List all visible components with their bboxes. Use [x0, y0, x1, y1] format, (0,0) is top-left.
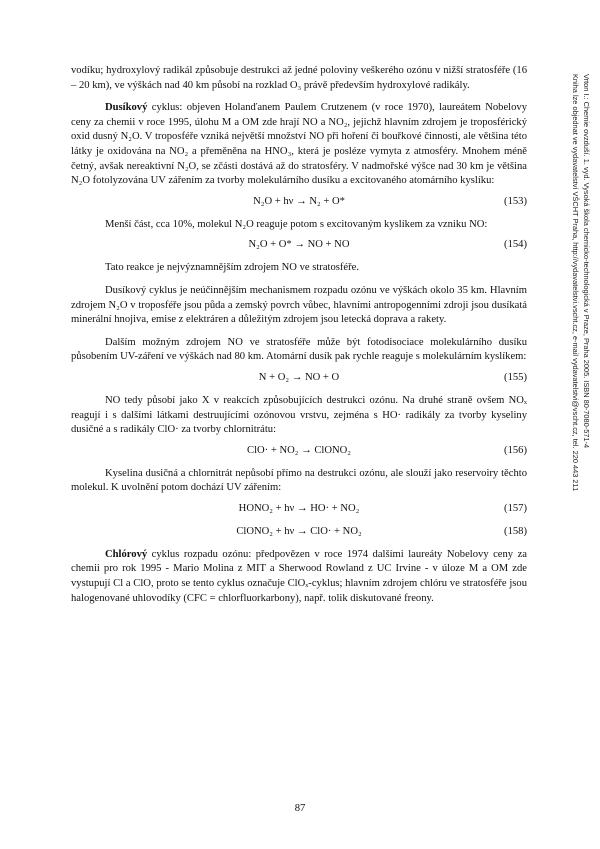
paragraph-hydroxyl-end: vodíku; hydroxylový radikál způsobuje destrukci až jedné poloviny veškerého ozónu v nižší stratosféře (16 – 20 km), ve výškách nad 40 km působí na rozklad O₃ právě především hydroxylové radikály.: [71, 65, 527, 91]
paragraph-main-source: Tato reakce je nejvýznamnějším zdrojem NO ve stratosféře.: [105, 262, 359, 274]
equation-formula: N₂O + O* → NO + NO: [248, 239, 350, 251]
equation-formula: N + O₂ → NO + O: [258, 371, 340, 383]
equation-157: [71, 502, 527, 517]
paragraph-n2o-reaction: Menší část, cca 10%, molekul N₂O reaguje potom s excitovaným kyslíkem za vzniku NO:: [105, 218, 488, 230]
nitrogen-cycle-heading: Dusíkový: [105, 102, 148, 114]
paragraph-mechanism: Dusíkový cyklus je neúčinnějším mechanismem rozpadu ozónu ve výškách okolo 35 km. Hlavním zdrojem N₂O v troposféře jsou půda a zemský povrch vůbec, hlavními antropogenními zdroji jsou dusíkatá minerální hnojiva, emise z elektráren a důležitým zdrojem jsou letecká doprava a rakety.: [71, 284, 527, 326]
equation-158: [71, 525, 527, 540]
equation-number: (157): [504, 502, 527, 514]
equation-formula: ClONO₂ + hν → ClO· + NO₂: [236, 525, 362, 537]
citation-line-1: Vrton I.: Chemie ovzduší. 1. vyd. Vysoká škola chemicko-technologická v Praze, Praha 2005. ISBN 80-7080-571-4: [582, 74, 591, 449]
equation-153: [71, 195, 527, 210]
equation-155: [71, 371, 527, 386]
nitrogen-cycle-text: cyklus: objeven Holanďanem Paulem Crutzenem (v roce 1970), laureátem Nobelovy ceny za chemii v roce 1995, úlohu M a OM zde hrají NO a NO₂, jejichž hlavním zdrojem je troposférický oxid dusný N₂O. V troposféře vzniká největší množství NO při hoření či bouřkové činnosti, ale většina této látky je oxidována na NO₂ a přeměněna na HNO₃, která je posléze vymyta z atmosféry. Mnohem méně četný, avšak nereaktivní N₂O, se zčásti dostává až do stratosféry. V nadmořské výšce nad 30 km je většina N₂O fotolyzována UV zářením za tvorby molekulárního dusíku a excitovaného atomárního kyslíku:: [71, 102, 527, 187]
equation-154: [71, 238, 527, 253]
chlorine-cycle-heading: Chlórový: [105, 548, 148, 560]
paragraph-photodissociation: Dalším možným zdrojem NO ve stratosféře může být fotodisociace molekulárního dusíku působením UV-záření ve výškách nad 80 km. Atomární dusík pak rychle reaguje s molekulárním kyslíkem:: [71, 336, 527, 363]
side-citation: [552, 74, 592, 544]
chlorine-cycle-text: cyklus rozpadu ozónu: předpovězen v roce 1974 dalšími laureáty Nobelovy ceny za chemii pro rok 1995 - Mario Molina z MIT a Sherwood Rowland z UC Irvine - v úloze M a OM zde vystupují Cl a ClO, proto se tento cyklus označuje ClOₓ-cyklus; hlavním zdrojem chlóru ve stratosféře jsou halogenované uhlovodíky (CFC = chlorfluorkarbony), např. tolik diskutované freony.: [71, 548, 527, 604]
paragraph-nitrogen-cycle: [71, 101, 527, 189]
page-body: [71, 64, 527, 606]
equation-formula: N₂O + hν → N₂ + O*: [253, 195, 345, 207]
equation-formula: HONO₂ + hν → HO· + NO₂: [238, 502, 360, 514]
equation-156: [71, 444, 527, 459]
paragraph-reservoirs: Kyselina dusičná a chlornitrát nepůsobí přímo na destrukci ozónu, ale slouží jako reservoiry těchto molekul. K uvolnění potom dochází UV zářením:: [71, 467, 527, 494]
equation-number: (156): [504, 444, 527, 456]
equation-number: (153): [504, 195, 527, 207]
paragraph-chlorine-cycle: [71, 548, 527, 606]
paragraph-no-role: NO tedy působí jako X v reakcích způsobujících destrukci ozónu. Na druhé straně ovšem NOₓ reagují i s dalšími látkami destruujícími ozónovou vrstvu, zejména s HO· radikály za tvorby kyseliny dusičné a s radikály ClO· za tvorby chlornitrátu:: [71, 394, 527, 436]
citation-line-2: Kniha lze objednat ve vydavatelství VŠCHT Praha, http://vydavatelstvi.vscht.cz, e-mail vydavatelstvi@vscht.cz, tel. 220 443 211: [571, 74, 580, 492]
equation-number: (154): [504, 239, 527, 251]
equation-number: (155): [504, 371, 527, 383]
equation-formula: ClO· + NO₂ → ClONO₂: [247, 444, 351, 456]
equation-number: (158): [504, 525, 527, 537]
page-number: 87: [294, 803, 306, 814]
